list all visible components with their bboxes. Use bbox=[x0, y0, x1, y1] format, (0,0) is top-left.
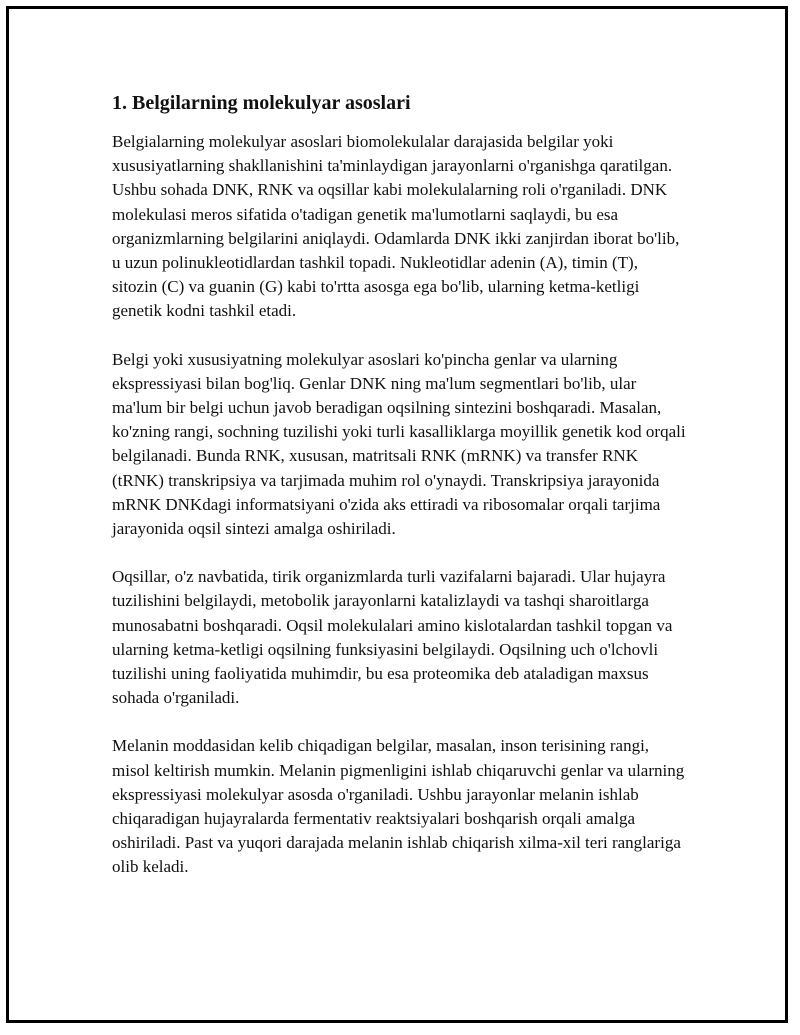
paragraph-2: Belgi yoki xususiyatning molekulyar asoslari ko'pincha genlar va ularning ekspressiyasi bilan bog'liq. Genlar DNK ning ma'lum segmentlari bo'lib, ular ma'lum bir belgi uchun javob beradigan oqsilning sintezini boshqaradi. Masalan, ko'zning rangi, sochning tuzilishi yoki turli kasalliklarga moyillik genetik kod orqali belgilanadi. Bunda RNK, xususan, matritsali RNK (mRNK) va transfer RNK (tRNK) transkripsiya va tarjimada muhim rol o'ynaydi. Transkripsiya jarayonida mRNK DNKdagi informatsiyani o'zida aks ettiradi va ribosomalar orqali tarjima jarayonida oqsil sintezi amalga oshiriladi. bbox=[112, 349, 686, 539]
paragraph-4: Melanin moddasidan kelib chiqadigan belgilar, masalan, inson terisining rangi, misol keltirish mumkin. Melanin pigmenligini ishlab chiqaruvchi genlar va ularning ekspressiyasi molekulyar asosda o'rganiladi. Ushbu jarayonlar melanin ishlab chiqaradigan hujayralarda fermentativ reaktsiyalari boshqarish orqali amalga oshiriladi. Past va yuqori darajada melanin ishlab chiqarish xilma-xil teri ranglariga olib keladi. bbox=[112, 736, 685, 877]
paragraph-3: Oqsillar, o'z navbatida, tirik organizmlarda turli vazifalarni bajaradi. Ular hujayra tuzilishini belgilaydi, metobolik jarayonlarni katalizlaydi va tashqi sharoitlarga munosabatni boshqaradi. Oqsil molekulalari amino kislotalardan tashkil topgan va ularning ketma-ketligi oqsilning funksiyasini belgilaydi. Oqsilning uch o'lchovli tuzilishi uning faoliyatida muhimdir, bu esa proteomika deb ataladigan maxsus sohada o'rganiladi. bbox=[112, 567, 673, 708]
paragraph-1: Belgialarning molekulyar asoslari biomolekulalar darajasida belgilar yoki xususiyatlarning shakllanishini ta'minlaydigan jarayonlarni o'rganishga qaratilgan. Ushbu sohada DNK, RNK va oqsillar kabi molekulalarning roli o'rganiladi. DNK molekulasi meros sifatida o'tadigan genetik ma'lumotlarni saqlaydi, bu esa organizmlarning belgilarini aniqlaydi. Odamlarda DNK ikki zanjirdan iborat bo'lib, u uzun polinukleotidlardan tashkil topadi. Nukleotidlar adenin (A), timin (T), sitozin (C) va guanin (G) kabi to'rtta asosga ega bo'lib, ularning ketma-ketligi genetik kodni tashkil etadi. bbox=[112, 132, 680, 321]
section-heading: 1. Belgilarning molekulyar asoslari bbox=[112, 92, 411, 114]
document-body bbox=[112, 90, 687, 904]
